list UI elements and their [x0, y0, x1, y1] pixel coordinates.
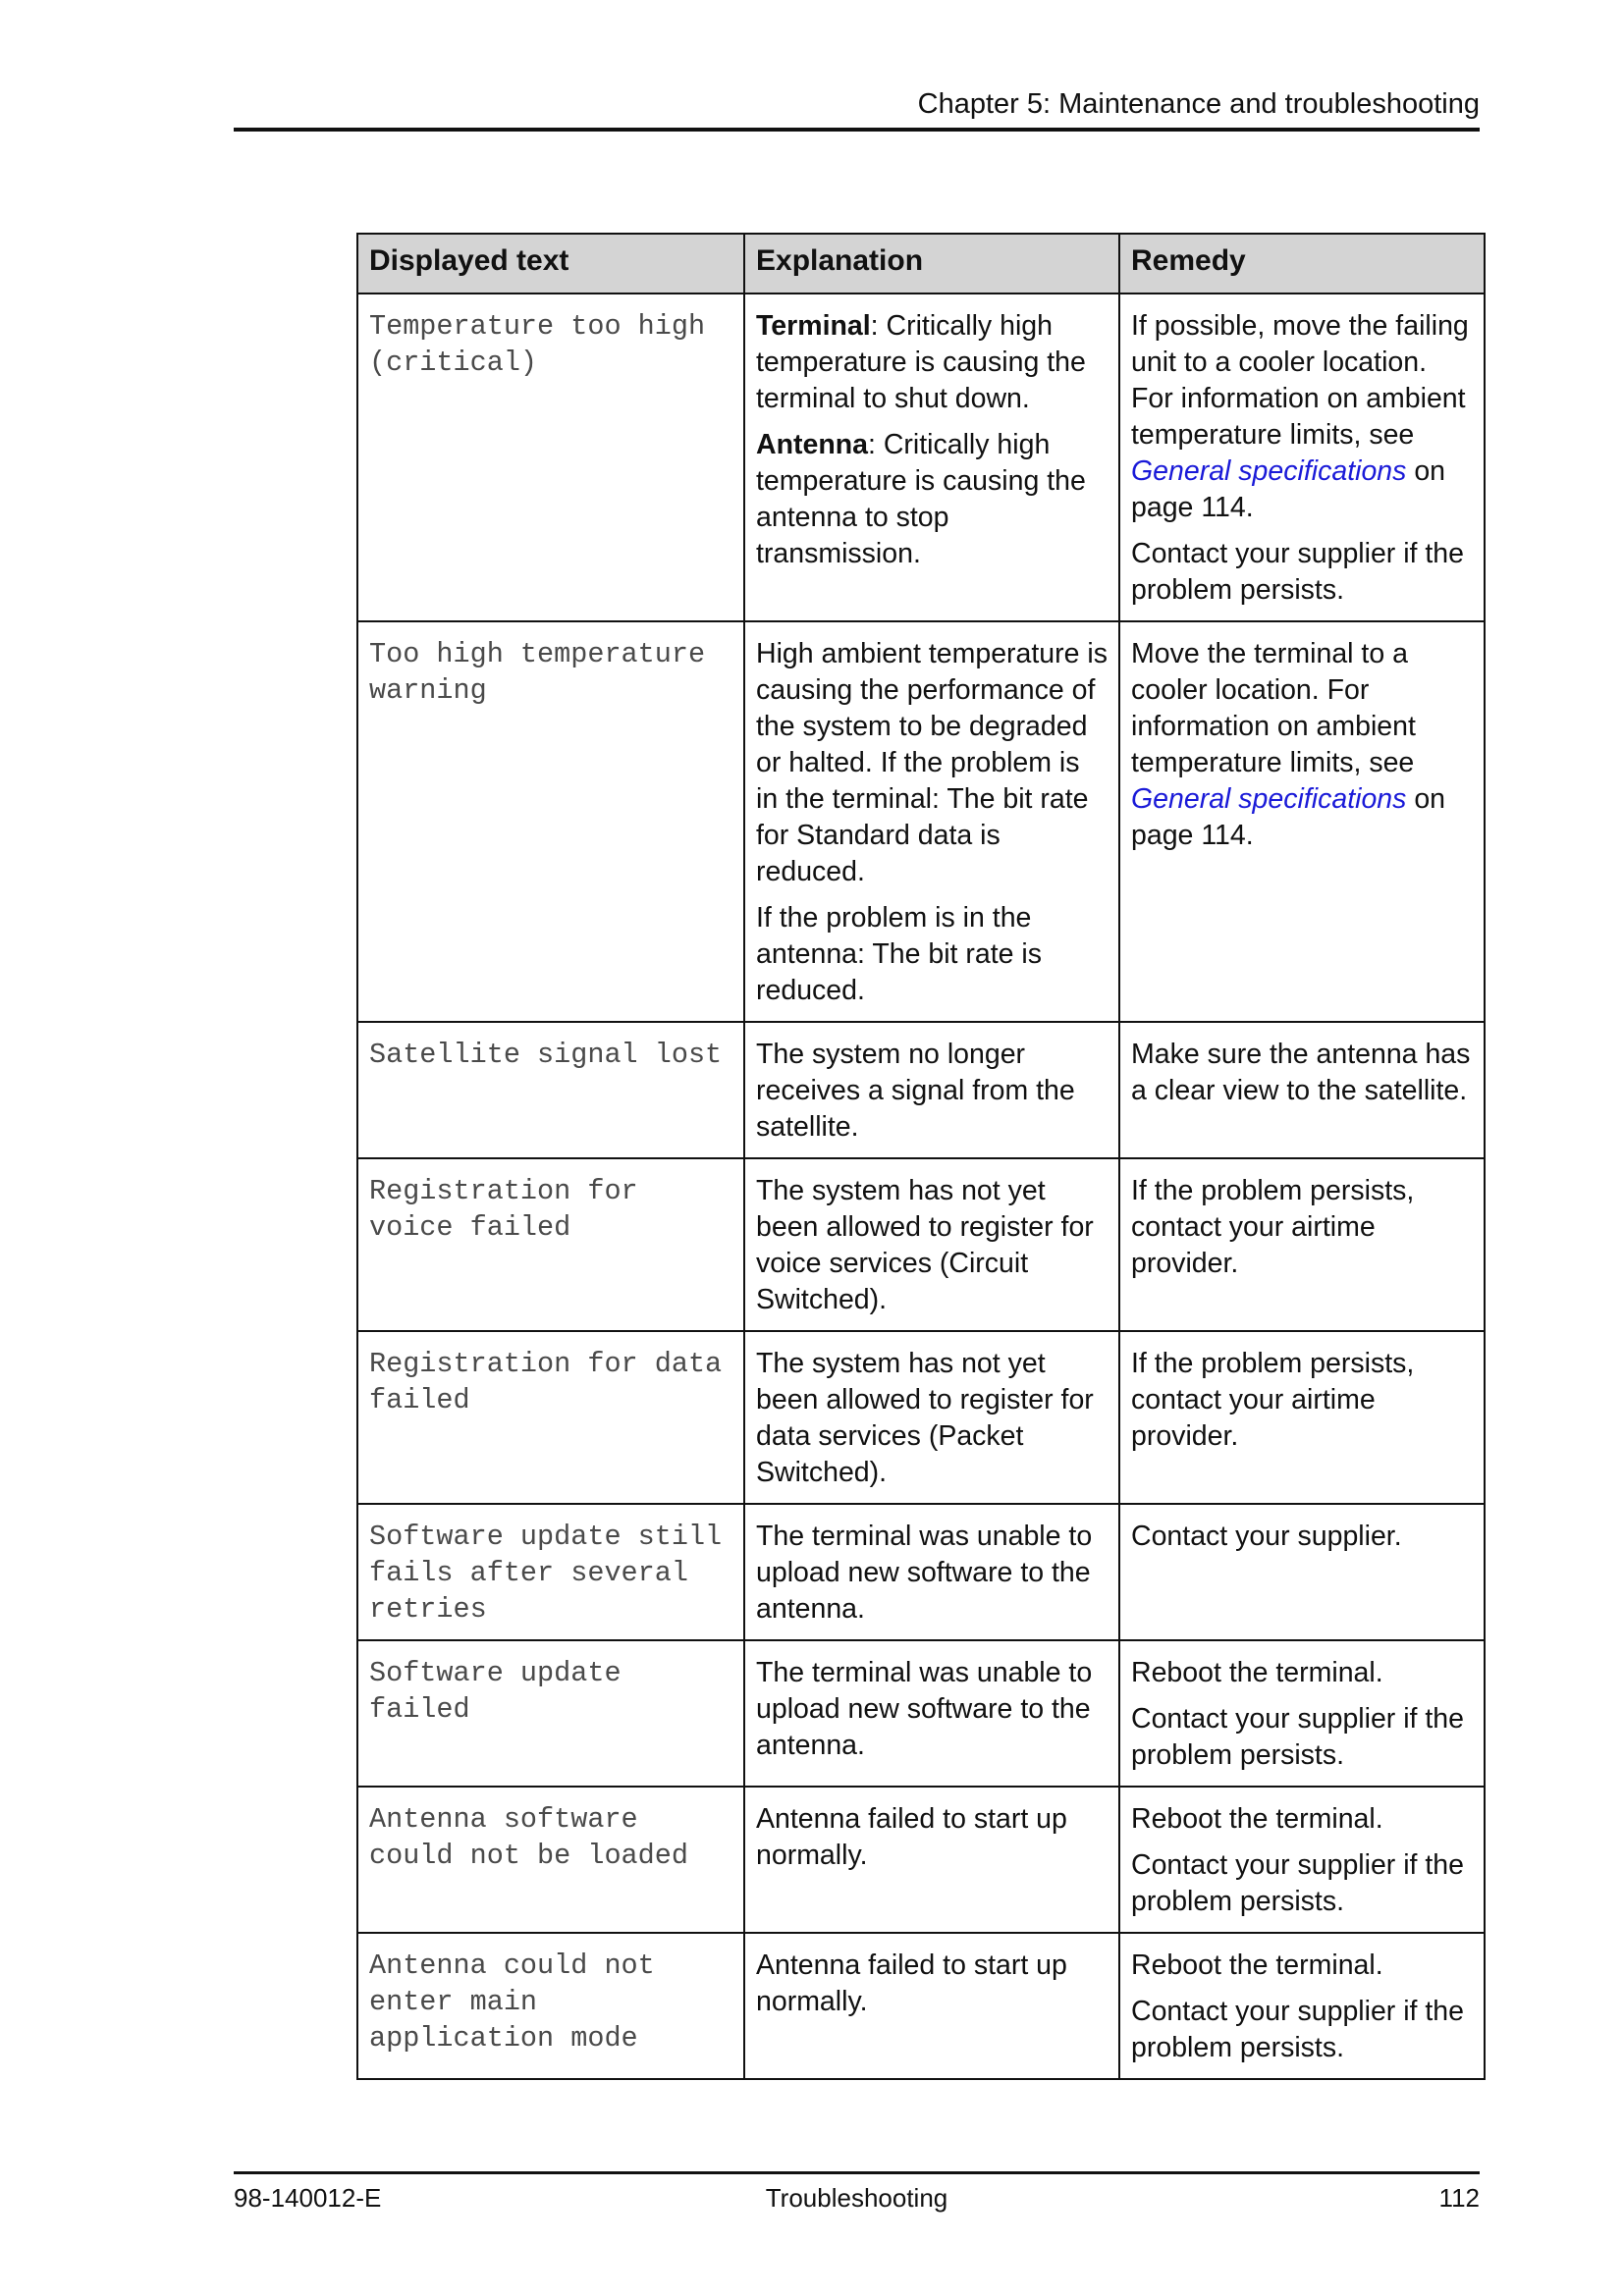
- displayed-text-cell: Registration for voice failed: [357, 1158, 744, 1331]
- chapter-title: Chapter 5: Maintenance and troubleshooting: [917, 88, 1480, 120]
- table-row: [357, 1022, 1485, 1158]
- table-row: [357, 1331, 1485, 1504]
- remedy-paragraph: Contact your supplier if the problem persists.: [1131, 1849, 1465, 1917]
- explanation-bold-label: Antenna: [756, 429, 868, 460]
- explanation-cell: [744, 294, 1119, 621]
- general-specifications-link[interactable]: General specifications: [1131, 455, 1407, 487]
- remedy-cell: [1119, 621, 1485, 1022]
- remedy-paragraph: Reboot the terminal.: [1131, 1657, 1383, 1688]
- table-row: [357, 621, 1485, 1022]
- remedy-text: on page 114.: [1131, 783, 1446, 851]
- explanation-text: : Critically high temperature is causing the terminal to shut down.: [756, 310, 1086, 414]
- explanation-cell: [744, 1158, 1119, 1331]
- remedy-paragraph: [1131, 636, 1473, 854]
- footer-rule: [234, 2171, 1480, 2174]
- footer-section-title: Troubleshooting: [765, 2183, 948, 2213]
- explanation-paragraph: The terminal was unable to upload new software to the antenna.: [756, 1657, 1093, 1761]
- displayed-text-cell: Too high temperature warning: [357, 621, 744, 1022]
- remedy-cell: [1119, 294, 1485, 621]
- explanation-paragraph: High ambient temperature is causing the performance of the system to be degraded or halted. If the problem is in the terminal: The bit rate for Standard data is reduced.: [756, 638, 1109, 887]
- displayed-text-cell: Antenna could not enter main application mode: [357, 1933, 744, 2079]
- remedy-cell: [1119, 1787, 1485, 1933]
- document-number: 98-140012-E: [234, 2183, 382, 2213]
- remedy-paragraph: Reboot the terminal.: [1131, 1803, 1383, 1835]
- remedy-cell: [1119, 1331, 1485, 1504]
- explanation-paragraph: [756, 308, 1108, 417]
- column-header-displayed-text: Displayed text: [357, 234, 744, 294]
- explanation-paragraph: The system has not yet been allowed to register for data services (Packet Switched).: [756, 1348, 1094, 1488]
- explanation-cell: [744, 1504, 1119, 1640]
- table-row: [357, 1504, 1485, 1640]
- remedy-paragraph: Reboot the terminal.: [1131, 1949, 1383, 1981]
- explanation-paragraph: The system no longer receives a signal from the satellite.: [756, 1039, 1075, 1143]
- explanation-cell: [744, 621, 1119, 1022]
- remedy-text: Contact your supplier if the problem persists.: [1131, 538, 1465, 606]
- displayed-text-cell: Temperature too high (critical): [357, 294, 744, 621]
- header-rule: [234, 128, 1480, 132]
- explanation-paragraph: Antenna failed to start up normally.: [756, 1949, 1067, 2017]
- remedy-paragraph: Contact your supplier.: [1131, 1521, 1402, 1552]
- remedy-cell: [1119, 1933, 1485, 2079]
- table-row: [357, 1640, 1485, 1787]
- table-row: [357, 294, 1485, 621]
- table-row: [357, 1158, 1485, 1331]
- explanation-cell: [744, 1933, 1119, 2079]
- remedy-text: Move the terminal to a cooler location. For information on ambient temperature limits, see: [1131, 638, 1416, 778]
- remedy-paragraph: [1131, 536, 1473, 609]
- remedy-paragraph: Contact your supplier if the problem persists.: [1131, 1996, 1465, 2063]
- explanation-paragraph: The system has not yet been allowed to register for voice services (Circuit Switched).: [756, 1175, 1094, 1315]
- remedy-cell: [1119, 1640, 1485, 1787]
- column-header-explanation: Explanation: [744, 234, 1119, 294]
- column-header-remedy: Remedy: [1119, 234, 1485, 294]
- remedy-paragraph: [1131, 308, 1473, 526]
- displayed-text-cell: Registration for data failed: [357, 1331, 744, 1504]
- remedy-cell: [1119, 1158, 1485, 1331]
- remedy-text: on page 114.: [1131, 455, 1446, 523]
- displayed-text-cell: Software update failed: [357, 1640, 744, 1787]
- page-number: 112: [1438, 2183, 1480, 2213]
- displayed-text-cell: Satellite signal lost: [357, 1022, 744, 1158]
- explanation-cell: [744, 1640, 1119, 1787]
- remedy-paragraph: If the problem persists, contact your airtime provider.: [1131, 1348, 1415, 1452]
- explanation-text: : Critically high temperature is causing the antenna to stop transmission.: [756, 429, 1086, 569]
- remedy-paragraph: If the problem persists, contact your airtime provider.: [1131, 1175, 1415, 1279]
- remedy-paragraph: Contact your supplier if the problem persists.: [1131, 1703, 1465, 1771]
- table-header-row: [357, 234, 1485, 294]
- explanation-cell: [744, 1331, 1119, 1504]
- explanation-bold-label: Terminal: [756, 310, 871, 342]
- remedy-cell: [1119, 1504, 1485, 1640]
- explanation-paragraph: [756, 427, 1108, 572]
- remedy-text: If possible, move the failing unit to a cooler location. For information on ambient temperature limits, see: [1131, 310, 1469, 451]
- table-row: [357, 1787, 1485, 1933]
- explanation-paragraph: If the problem is in the antenna: The bit rate is reduced.: [756, 902, 1042, 1006]
- remedy-paragraph: Make sure the antenna has a clear view to the satellite.: [1131, 1039, 1471, 1106]
- explanation-cell: [744, 1787, 1119, 1933]
- displayed-text-cell: Software update still fails after several retries: [357, 1504, 744, 1640]
- general-specifications-link[interactable]: General specifications: [1131, 783, 1407, 815]
- remedy-cell: [1119, 1022, 1485, 1158]
- displayed-text-cell: Antenna software could not be loaded: [357, 1787, 744, 1933]
- explanation-cell: [744, 1022, 1119, 1158]
- troubleshooting-table: [356, 233, 1486, 2080]
- explanation-paragraph: The terminal was unable to upload new software to the antenna.: [756, 1521, 1093, 1625]
- table-row: [357, 1933, 1485, 2079]
- explanation-paragraph: Antenna failed to start up normally.: [756, 1803, 1067, 1871]
